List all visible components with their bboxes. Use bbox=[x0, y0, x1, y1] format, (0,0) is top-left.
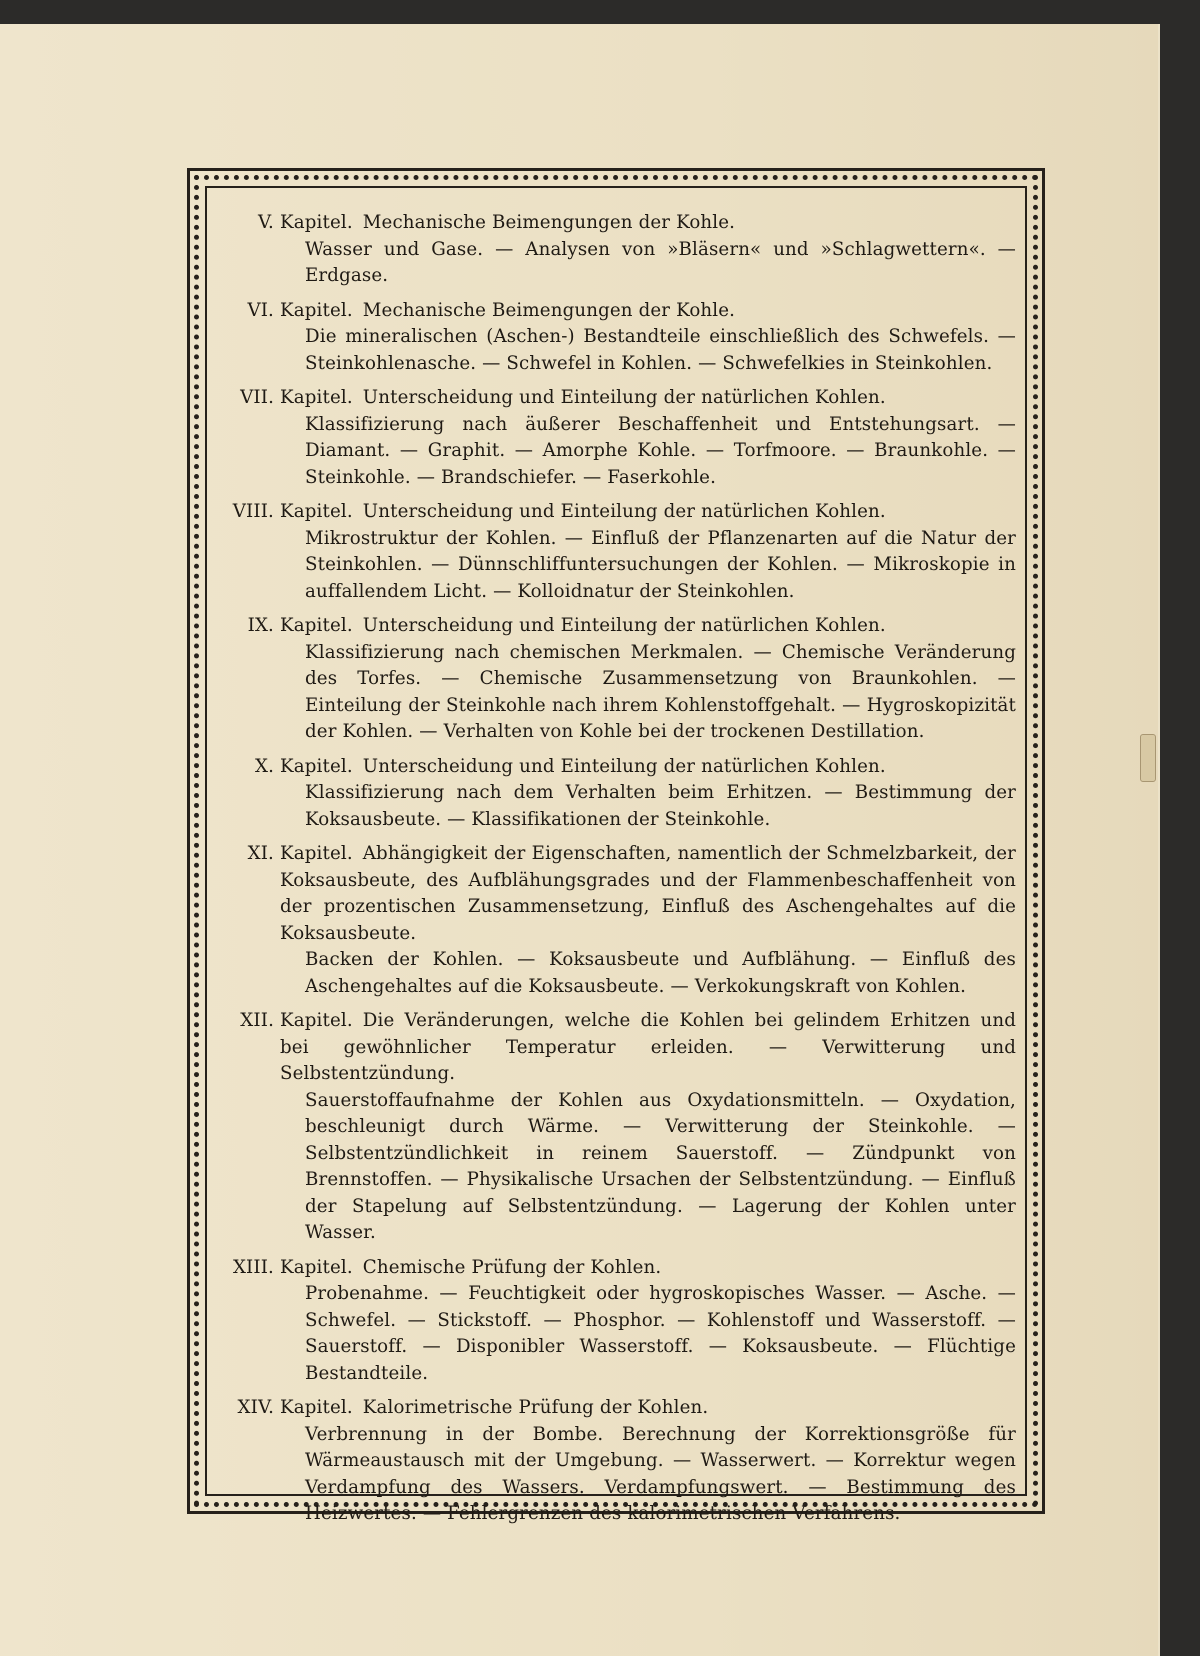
chapter-number: XII. bbox=[240, 1010, 274, 1031]
toc-entry-x bbox=[200, 754, 1016, 834]
chapter-label: Kapitel. bbox=[280, 299, 353, 321]
chapter-title: Unterscheidung und Einteilung der natürlichen Kohlen. bbox=[362, 755, 886, 777]
chapter-label: Kapitel. bbox=[280, 1256, 353, 1278]
chapter-label: Kapitel. bbox=[280, 1397, 353, 1418]
chapter-label: Kapitel. bbox=[280, 501, 353, 522]
chapter-label: Kapitel. bbox=[280, 843, 353, 864]
chapter-title: Chemische Prüfung der Kohlen. bbox=[362, 1256, 662, 1278]
chapter-number: IX. bbox=[247, 615, 274, 636]
toc-entry-vi bbox=[200, 298, 1016, 378]
toc-entry-ix bbox=[200, 613, 1016, 746]
chapter-number: VII. bbox=[240, 387, 274, 408]
chapter-number: X. bbox=[254, 755, 274, 777]
chapter-description: Wasser und Gase. — Analysen von »Bläsern« und »Schlagwettern«. — Erdgase. bbox=[305, 238, 1016, 286]
toc-entry-xiv bbox=[200, 1395, 1016, 1528]
table-of-contents bbox=[200, 210, 1016, 1536]
chapter-label: Kapitel. bbox=[280, 615, 353, 636]
chapter-description: Sauerstoffaufnahme der Kohlen aus Oxydationsmitteln. — Oxydation, beschleunigt durch Wärme. — Verwitterung der Steinkohle. — Selbstentzündlichkeit in reinem Sauerstoff. — Zündpunkt von Brennstoffen. — Physikalische Ursachen der Selbstentzündung. — Einfluß der Stapelung auf Selbstentzündung. — Lagerung der Kohlen unter Wasser. bbox=[305, 1089, 1016, 1243]
chapter-title: Unterscheidung und Einteilung der natürlichen Kohlen. bbox=[362, 615, 886, 636]
chapter-title: Abhängigkeit der Eigenschaften, namentlich der Schmelzbarkeit, der Koksausbeute, des Aufblähungsgrades und der Flammenbeschaffenheit von der prozentischen Zusammensetzung, Einfluß des Aschengehaltes auf die Koksausbeute. bbox=[280, 843, 1016, 944]
toc-entry-xiii bbox=[200, 1255, 1016, 1388]
chapter-number: XI. bbox=[247, 843, 274, 864]
chapter-number: XIV. bbox=[237, 1397, 274, 1418]
page-tab bbox=[1140, 734, 1156, 782]
chapter-title: Die Veränderungen, welche die Kohlen bei gelindem Erhitzen und bei gewöhnlicher Temperatur erleiden. — Verwitterung und Selbstentzündung. bbox=[280, 1010, 1016, 1084]
chapter-title: Unterscheidung und Einteilung der natürlichen Kohlen. bbox=[362, 387, 886, 408]
toc-entry-viii bbox=[200, 499, 1016, 605]
chapter-description: Backen der Kohlen. — Koksausbeute und Aufblähung. — Einfluß des Aschengehaltes auf die Koksausbeute. — Verkokungskraft von Kohlen. bbox=[305, 949, 1016, 997]
chapter-title: Mechanische Beimengungen der Kohle. bbox=[362, 212, 736, 233]
chapter-description: Klassifizierung nach chemischen Merkmalen. — Chemische Veränderung des Torfes. — Chemische Zusammensetzung von Braunkohlen. — Einteilung der Steinkohle nach ihrem Kohlenstoffgehalt. — Hygroskopizität der Kohlen. — Verhalten von Kohle bei der trockenen Destillation. bbox=[305, 641, 1016, 742]
toc-entry-xii bbox=[200, 1008, 1016, 1247]
chapter-label: Kapitel. bbox=[280, 1010, 353, 1031]
chapter-description: Die mineralischen (Aschen-) Bestandteile einschließlich des Schwefels. — Steinkohlenasche. — Schwefel in Kohlen. — Schwefelkies in Steinkohlen. bbox=[305, 326, 1016, 374]
scan-top-edge bbox=[0, 0, 1200, 24]
toc-entry-vii bbox=[200, 385, 1016, 491]
scan-right-edge bbox=[1160, 0, 1200, 1656]
chapter-description: Klassifizierung nach äußerer Beschaffenheit und Entstehungsart. — Diamant. — Graphit. — Amorphe Kohle. — Torfmoore. — Braunkohle. — Steinkohle. — Brandschiefer. — Faserkohle. bbox=[305, 413, 1016, 488]
chapter-number: XIII. bbox=[232, 1256, 274, 1278]
chapter-description: Klassifizierung nach dem Verhalten beim Erhitzen. — Bestimmung der Koksausbeute. — Klassifikationen der Steinkohle. bbox=[305, 782, 1016, 830]
chapter-title: Unterscheidung und Einteilung der natürlichen Kohlen. bbox=[362, 501, 886, 522]
chapter-title: Kalorimetrische Prüfung der Kohlen. bbox=[362, 1397, 709, 1418]
chapter-label: Kapitel. bbox=[280, 755, 353, 777]
chapter-number: VIII. bbox=[232, 501, 274, 522]
toc-entry-xi bbox=[200, 841, 1016, 1000]
chapter-number: V. bbox=[257, 212, 274, 233]
chapter-number: VI. bbox=[247, 299, 274, 321]
chapter-description: Verbrennung in der Bombe. Berechnung der Korrektionsgröße für Wärmeaustausch mit der Umgebung. — Wasserwert. — Korrektur wegen Verdampfung des Wassers. Verdampfungswert. — Bestimmung des Heizwertes. — Fehlergrenzen des kalorimetrischen Verfahrens. bbox=[305, 1423, 1016, 1524]
chapter-description: Mikrostruktur der Kohlen. — Einfluß der Pflanzenarten auf die Natur der Steinkohlen. — Dünnschliffuntersuchungen der Kohlen. — Mikroskopie in auffallendem Licht. — Kolloidnatur der Steinkohlen. bbox=[305, 527, 1016, 602]
chapter-label: Kapitel. bbox=[280, 387, 353, 408]
toc-entry-v bbox=[200, 210, 1016, 290]
chapter-label: Kapitel. bbox=[280, 212, 353, 233]
chapter-title: Mechanische Beimengungen der Kohle. bbox=[362, 299, 736, 321]
chapter-description: Probenahme. — Feuchtigkeit oder hygroskopisches Wasser. — Asche. — Schwefel. — Stickstoff. — Phosphor. — Kohlenstoff und Wasserstoff. — Sauerstoff. — Disponibler Wasserstoff. — Koksausbeute. — Flüchtige Bestandteile. bbox=[305, 1283, 1016, 1384]
